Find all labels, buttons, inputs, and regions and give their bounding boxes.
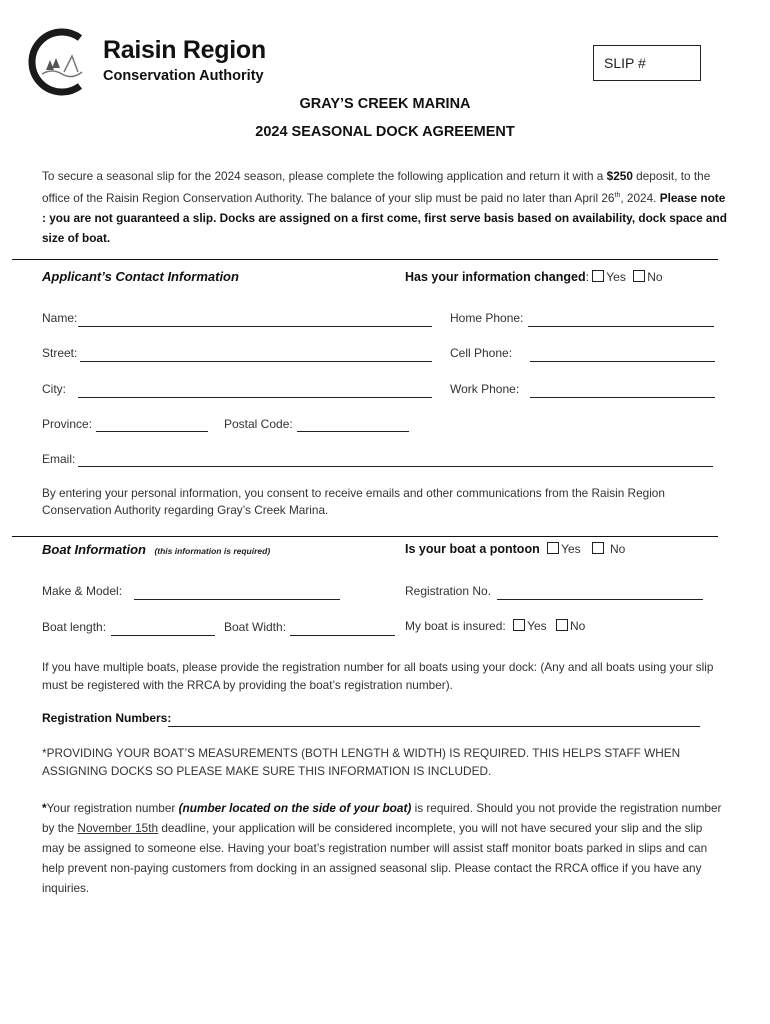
- postal-code-field[interactable]: [297, 431, 409, 432]
- name-label: Name:: [42, 311, 78, 325]
- boat-width-label: Boat Width:: [224, 620, 287, 634]
- pontoon-row: Is your boat a pontoon Yes No: [405, 542, 626, 556]
- street-label: Street:: [42, 346, 78, 360]
- boat-section-heading-row: [42, 541, 270, 559]
- city-label: City:: [42, 382, 66, 396]
- registration-no-label: Registration No.: [405, 584, 492, 598]
- work-phone-label: Work Phone:: [450, 382, 520, 396]
- insured-row: My boat is insured: Yes No: [405, 619, 586, 633]
- insured-yes-checkbox[interactable]: [513, 619, 525, 631]
- logo: [28, 28, 96, 96]
- registration-no-field[interactable]: [497, 599, 703, 600]
- work-phone-field[interactable]: [530, 397, 715, 398]
- registration-note-emphasis: (number located on the side of your boat): [178, 801, 412, 815]
- intro-paragraph: To secure a seasonal slip for the 2024 season, please complete the following application and return it with a $250 deposit, to the office of the Raisin Region Conservation Authority. The balance of your slip must be paid no later than April 26th, 2024. Please note : you are not guaranteed a slip. Docks are assigned on a first come, first serve basis based on availability, dock space and size of boat.: [42, 169, 727, 245]
- rrca-logo-icon: [28, 28, 96, 96]
- slip-number-box[interactable]: [593, 45, 701, 81]
- make-model-field[interactable]: [134, 599, 340, 600]
- insured-label: My boat is insured:: [405, 619, 506, 633]
- info-changed-question: Has your information changed: [405, 270, 586, 284]
- registration-note: *Your registration number (number located on the side of your boat) is required. Should you not provide the registration number by the November 15th deadline, your application will be considered incomplete, you will not have secured your slip and the slip may be assigned to someone else. Having your boat’s registration number will assist staff monitor boats parked in slips and can help prevent non-paying customers from docking in an assigned seasonal slip. Please contact the RRCA office if you have any inquiries.: [42, 801, 722, 895]
- org-subtitle: Conservation Authority: [103, 68, 264, 84]
- contact-section-heading: Applicant’s Contact Information: [42, 269, 239, 284]
- insured-no-checkbox[interactable]: [556, 619, 568, 631]
- boat-length-label: Boat length:: [42, 620, 107, 634]
- city-field[interactable]: [78, 397, 432, 398]
- cell-phone-field[interactable]: [530, 361, 715, 362]
- pontoon-question: Is your boat a pontoon: [405, 542, 540, 556]
- intro-note: Please note : you are not guaranteed a slip. Docks are assigned on a first come, first serve basis based on availability, dock space and size of boat.: [42, 190, 727, 245]
- section-divider: [12, 259, 718, 260]
- consent-text: By entering your personal information, you consent to receive emails and other communications from the Raisin Region Conservation Authority regarding Gray’s Creek Marina.: [42, 486, 665, 517]
- registration-numbers-label: Registration Numbers:: [42, 711, 172, 725]
- multiple-boats-text: If you have multiple boats, please provide the registration number for all boats using your dock: (Any and all boats using your slip must be registered with the RRCA by providing the boat’s registration number).: [42, 660, 714, 692]
- slip-label: SLIP #: [604, 55, 646, 71]
- street-field[interactable]: [80, 361, 432, 362]
- boat-width-field[interactable]: [290, 635, 395, 636]
- info-changed-no-checkbox[interactable]: [633, 270, 645, 282]
- pontoon-no-checkbox[interactable]: [592, 542, 604, 554]
- document-title-marina: GRAY’S CREEK MARINA: [299, 96, 471, 112]
- email-field[interactable]: [78, 466, 713, 467]
- cell-phone-label: Cell Phone:: [450, 346, 513, 360]
- name-field[interactable]: [78, 326, 432, 327]
- document-title-agreement: 2024 SEASONAL DOCK AGREEMENT: [255, 124, 515, 140]
- info-changed-row: Has your information changed: Yes No: [405, 270, 663, 284]
- make-model-label: Make & Model:: [42, 584, 123, 598]
- home-phone-field[interactable]: [528, 326, 714, 327]
- province-field[interactable]: [96, 431, 208, 432]
- org-name: Raisin Region: [103, 36, 266, 64]
- postal-code-label: Postal Code:: [224, 417, 293, 431]
- registration-numbers-field[interactable]: [168, 726, 700, 727]
- info-changed-yes-checkbox[interactable]: [592, 270, 604, 282]
- registration-deadline: November 15th: [77, 821, 159, 835]
- boat-required-note: (this information is required): [154, 546, 271, 556]
- measurements-note: *PROVIDING YOUR BOAT’S MEASUREMENTS (BOTH LENGTH & WIDTH) IS REQUIRED. THIS HELPS STAFF WHEN ASSIGNING DOCKS SO PLEASE MAKE SURE THIS INFORMATION IS INCLUDED.: [42, 746, 681, 778]
- province-label: Province:: [42, 417, 93, 431]
- home-phone-label: Home Phone:: [450, 311, 524, 325]
- email-label: Email:: [42, 452, 76, 466]
- pontoon-yes-checkbox[interactable]: [547, 542, 559, 554]
- section-divider: [12, 536, 718, 537]
- boat-length-field[interactable]: [111, 635, 215, 636]
- deposit-amount: $250: [606, 169, 633, 183]
- boat-section-heading: Boat Information: [42, 542, 146, 557]
